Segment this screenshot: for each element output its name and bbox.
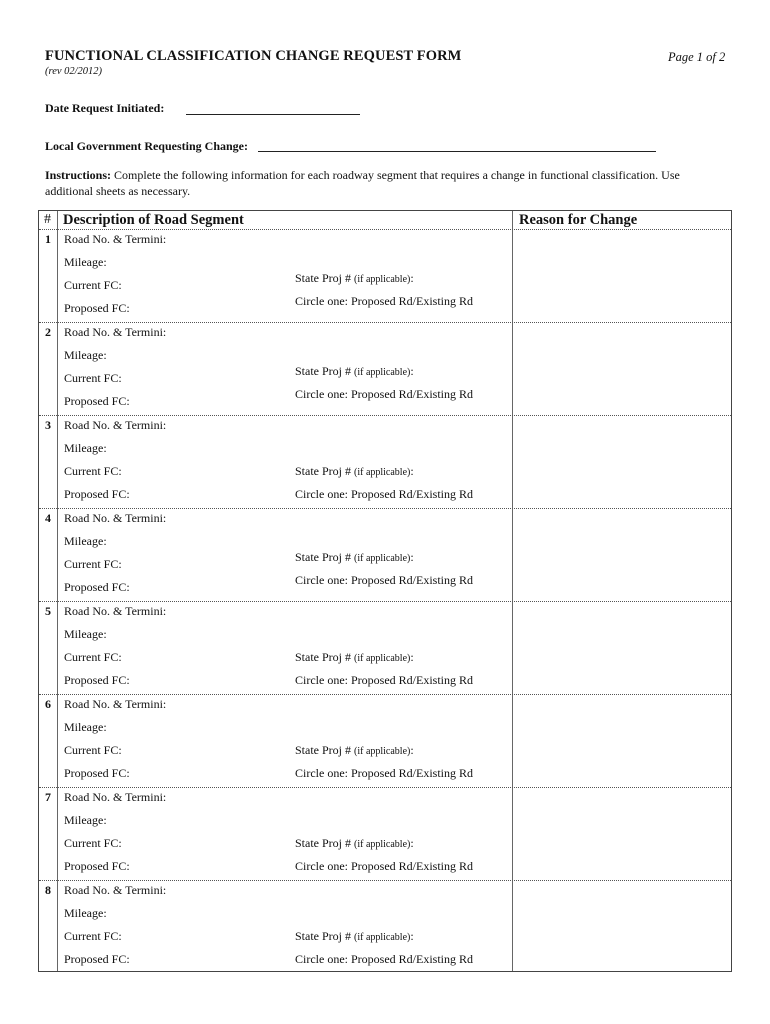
table-row [39, 880, 731, 973]
current-fc-label: Current FC: [64, 929, 122, 943]
mileage-label: Mileage: [64, 348, 107, 362]
state-project-label [295, 271, 414, 286]
mileage-label: Mileage: [64, 813, 107, 827]
proposed-fc-label: Proposed FC: [64, 301, 130, 315]
row-number: 7 [45, 790, 51, 804]
state-project-colon: : [410, 836, 414, 850]
column-header-number: # [44, 212, 51, 227]
if-applicable-text: (if applicable) [354, 467, 411, 478]
table-row [39, 508, 731, 601]
road-termini-label: Road No. & Termini: [64, 790, 167, 804]
local-government-label: Local Government Requesting Change: [45, 139, 248, 153]
state-project-text: State Proj # [295, 550, 351, 564]
instructions [45, 167, 685, 199]
state-project-text: State Proj # [295, 271, 351, 285]
table-row [39, 415, 731, 508]
mileage-label: Mileage: [64, 720, 107, 734]
state-project-colon: : [410, 650, 414, 664]
if-applicable-text: (if applicable) [354, 839, 411, 850]
state-project-colon: : [410, 464, 414, 478]
row-number: 8 [45, 883, 51, 897]
row-number: 4 [45, 511, 51, 525]
column-header-description: Description of Road Segment [63, 212, 244, 228]
state-project-colon: : [410, 929, 414, 943]
state-project-label [295, 929, 414, 944]
road-termini-label: Road No. & Termini: [64, 883, 167, 897]
instructions-text: Complete the following information for each roadway segment that requires a change in functional classification. Use additional sheets as necessary. [45, 168, 680, 198]
state-project-label [295, 650, 414, 665]
state-project-colon: : [410, 743, 414, 757]
table-row [39, 229, 731, 322]
road-termini-label: Road No. & Termini: [64, 325, 167, 339]
if-applicable-text: (if applicable) [354, 367, 411, 378]
road-termini-label: Road No. & Termini: [64, 511, 167, 525]
local-government-field[interactable] [258, 151, 656, 152]
if-applicable-text: (if applicable) [354, 932, 411, 943]
mileage-label: Mileage: [64, 627, 107, 641]
circle-one-label: Circle one: Proposed Rd/Existing Rd [295, 673, 473, 687]
current-fc-label: Current FC: [64, 650, 122, 664]
current-fc-label: Current FC: [64, 371, 122, 385]
road-termini-label: Road No. & Termini: [64, 418, 167, 432]
current-fc-label: Current FC: [64, 836, 122, 850]
circle-one-label: Circle one: Proposed Rd/Existing Rd [295, 573, 473, 587]
state-project-text: State Proj # [295, 743, 351, 757]
proposed-fc-label: Proposed FC: [64, 952, 130, 966]
state-project-text: State Proj # [295, 650, 351, 664]
circle-one-label: Circle one: Proposed Rd/Existing Rd [295, 859, 473, 873]
state-project-colon: : [410, 271, 414, 285]
road-segment-table [38, 210, 732, 972]
mileage-label: Mileage: [64, 441, 107, 455]
if-applicable-text: (if applicable) [354, 746, 411, 757]
if-applicable-text: (if applicable) [354, 553, 411, 564]
row-number: 3 [45, 418, 51, 432]
state-project-text: State Proj # [295, 929, 351, 943]
proposed-fc-label: Proposed FC: [64, 859, 130, 873]
road-termini-label: Road No. & Termini: [64, 604, 167, 618]
current-fc-label: Current FC: [64, 464, 122, 478]
date-request-field[interactable] [186, 114, 360, 115]
circle-one-label: Circle one: Proposed Rd/Existing Rd [295, 387, 473, 401]
table-row [39, 601, 731, 694]
mileage-label: Mileage: [64, 906, 107, 920]
circle-one-label: Circle one: Proposed Rd/Existing Rd [295, 294, 473, 308]
proposed-fc-label: Proposed FC: [64, 766, 130, 780]
road-termini-label: Road No. & Termini: [64, 232, 167, 246]
table-row [39, 694, 731, 787]
state-project-colon: : [410, 550, 414, 564]
mileage-label: Mileage: [64, 534, 107, 548]
state-project-colon: : [410, 364, 414, 378]
proposed-fc-label: Proposed FC: [64, 673, 130, 687]
mileage-label: Mileage: [64, 255, 107, 269]
state-project-label [295, 550, 414, 565]
current-fc-label: Current FC: [64, 278, 122, 292]
state-project-text: State Proj # [295, 364, 351, 378]
if-applicable-text: (if applicable) [354, 274, 411, 285]
current-fc-label: Current FC: [64, 743, 122, 757]
instructions-label: Instructions: [45, 168, 112, 182]
row-number: 5 [45, 604, 51, 618]
state-project-text: State Proj # [295, 836, 351, 850]
road-termini-label: Road No. & Termini: [64, 697, 167, 711]
row-number: 1 [45, 232, 51, 246]
form-title: FUNCTIONAL CLASSIFICATION CHANGE REQUEST FORM [45, 48, 462, 64]
if-applicable-text: (if applicable) [354, 653, 411, 664]
state-project-label [295, 364, 414, 379]
current-fc-label: Current FC: [64, 557, 122, 571]
column-header-reason: Reason for Change [519, 212, 638, 228]
proposed-fc-label: Proposed FC: [64, 394, 130, 408]
state-project-label [295, 743, 414, 758]
state-project-label [295, 464, 414, 479]
circle-one-label: Circle one: Proposed Rd/Existing Rd [295, 766, 473, 780]
circle-one-label: Circle one: Proposed Rd/Existing Rd [295, 952, 473, 966]
state-project-label [295, 836, 414, 851]
table-row [39, 322, 731, 415]
date-request-label: Date Request Initiated: [45, 101, 165, 115]
proposed-fc-label: Proposed FC: [64, 487, 130, 501]
circle-one-label: Circle one: Proposed Rd/Existing Rd [295, 487, 473, 501]
row-number: 2 [45, 325, 51, 339]
proposed-fc-label: Proposed FC: [64, 580, 130, 594]
state-project-text: State Proj # [295, 464, 351, 478]
page-number: Page 1 of 2 [668, 50, 726, 64]
table-row [39, 787, 731, 880]
row-number: 6 [45, 697, 51, 711]
revision-date: (rev 02/2012) [45, 66, 103, 77]
